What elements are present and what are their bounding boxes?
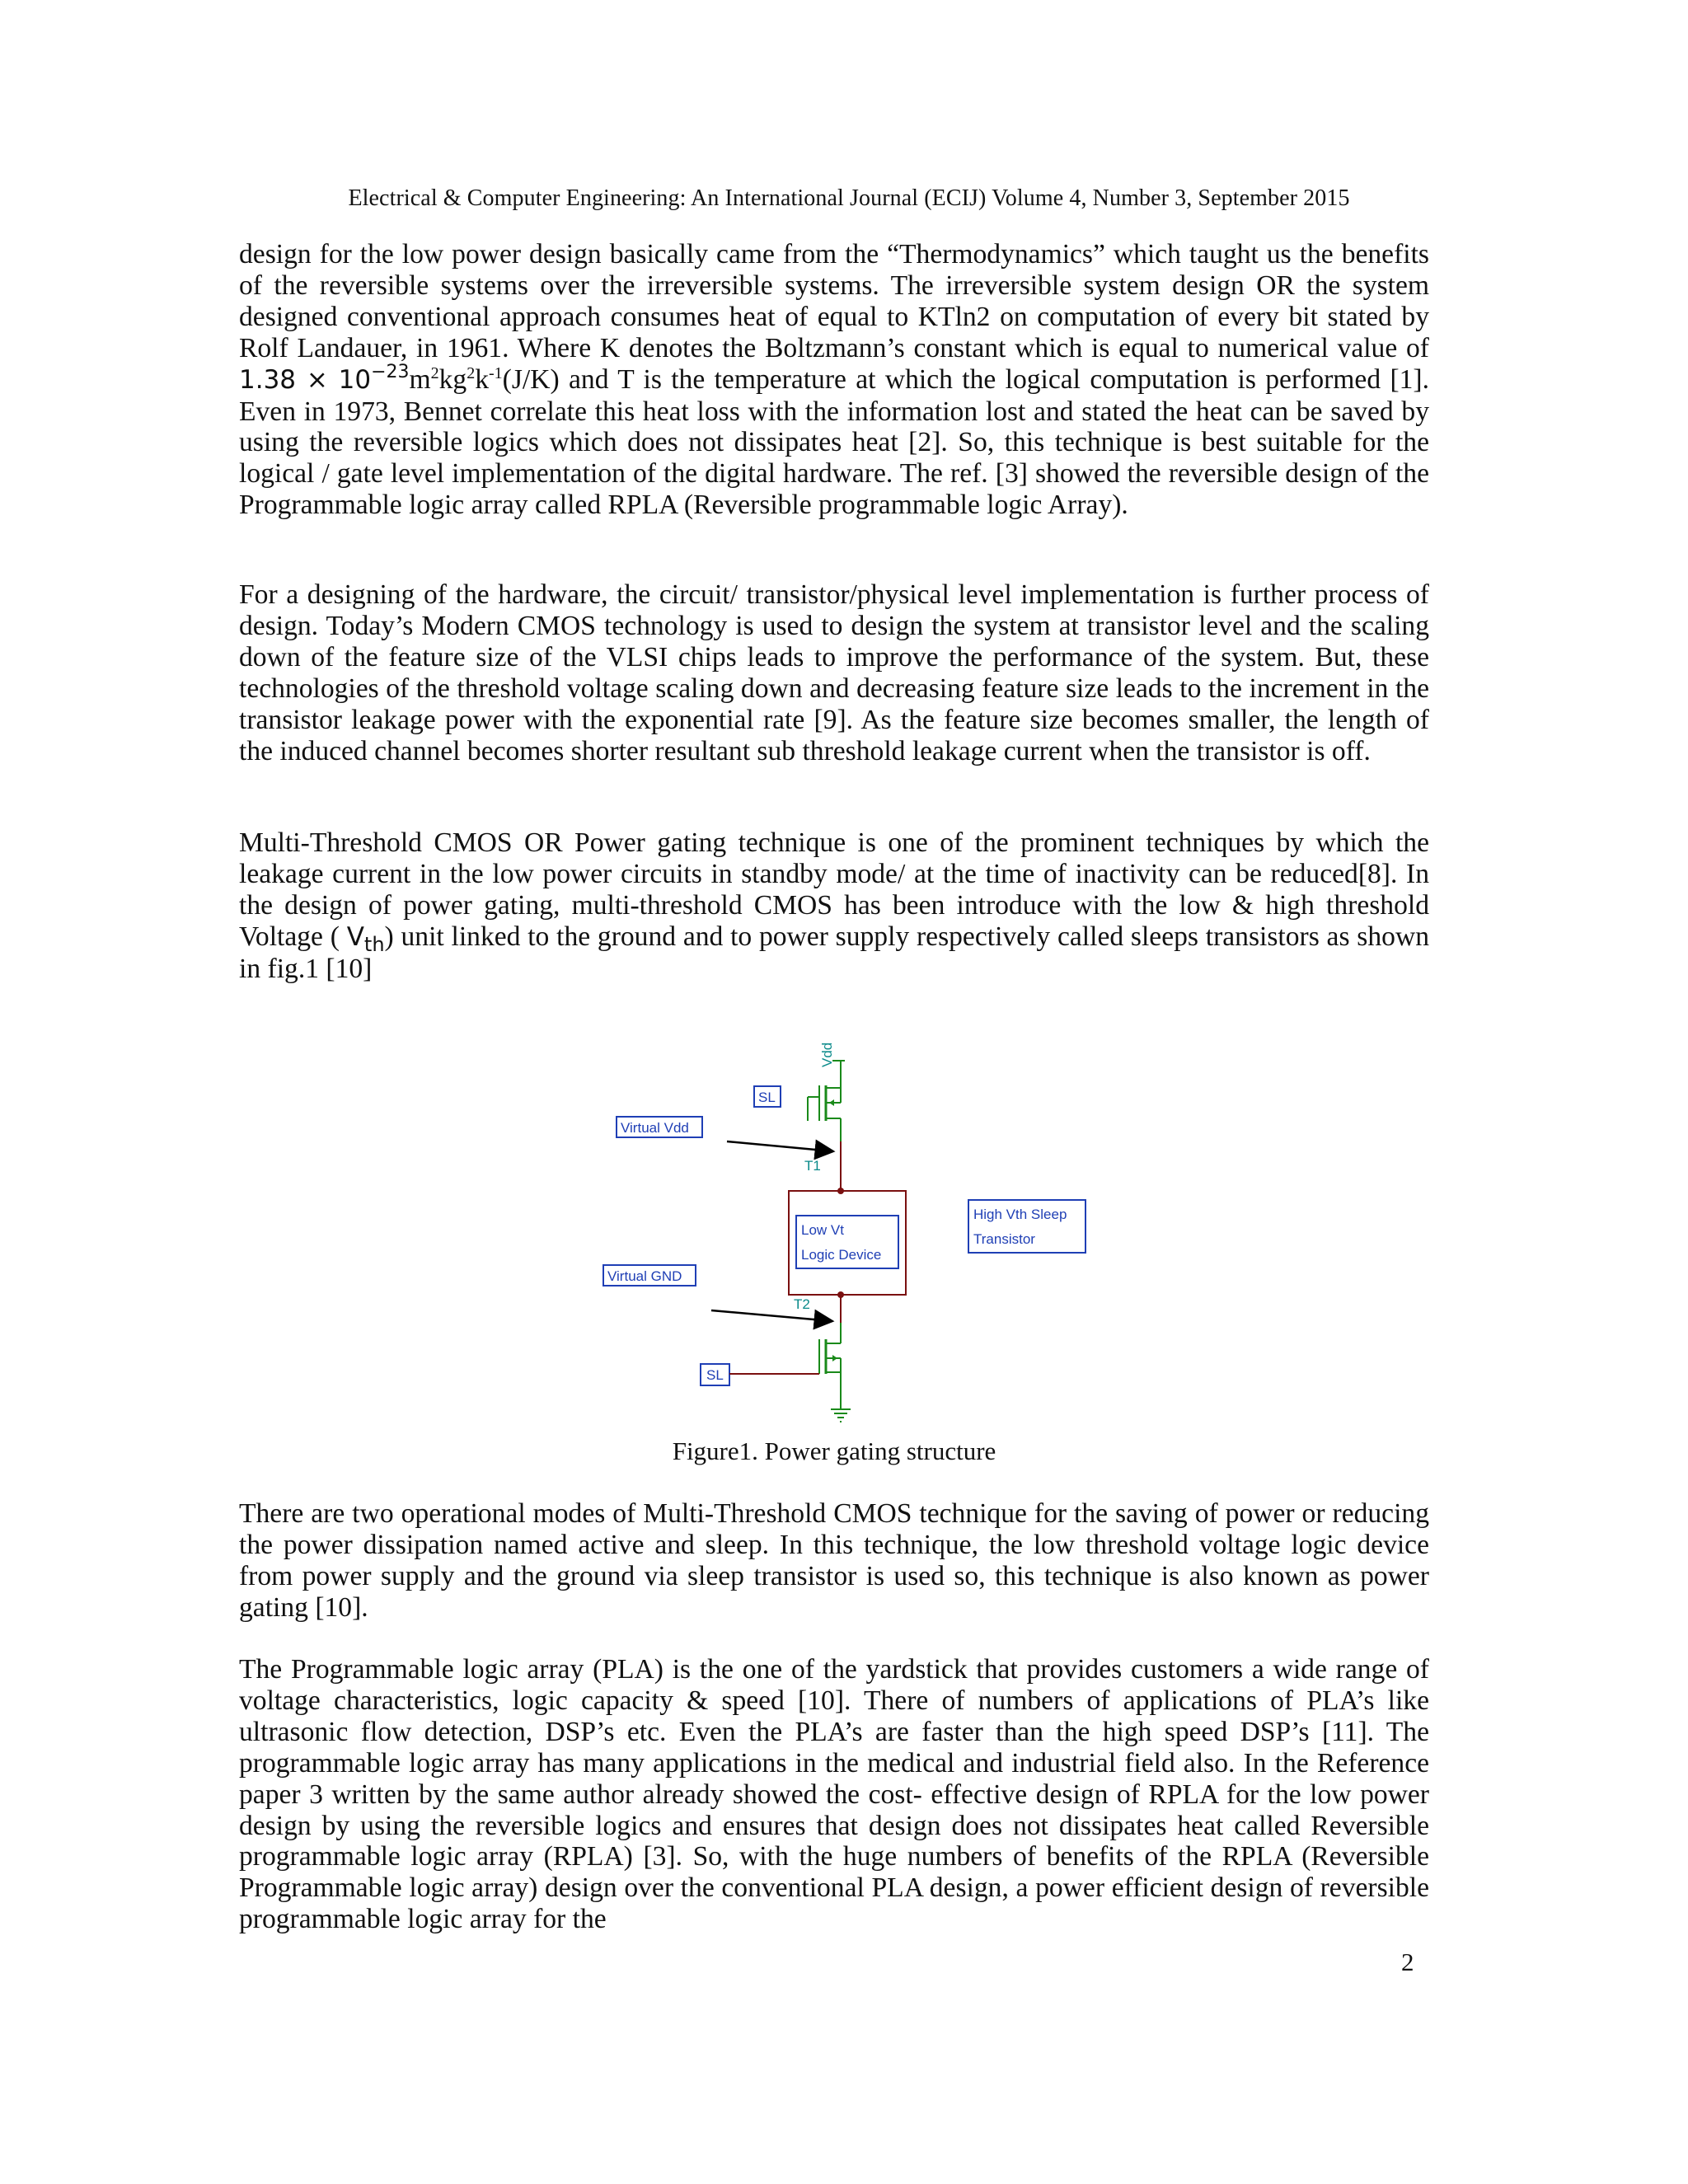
unit-kg: kg [438, 363, 467, 395]
virtual-gnd-arrow [711, 1310, 832, 1321]
paragraph-text-cont: (J/K) and T is the temperature at which the logical computation is performed [1]. Even in 1973, Bennet correlate this heat loss with the information lost and stated the heat can be saved by using the reversible logics which does not dissipates heat [2]. So, this technique is best suitable for the logical / gate level implementation of the digital hardware. The ref. [3] showed the reversible design of the Programmable logic array called RPLA (Reversible programmable logic Array). [239, 363, 1430, 521]
paragraph-pla: The Programmable logic array (PLA) is the one of the yardstick that provides customers a wide range of voltage characteristics, logic capacity & speed [10]. There of numbers of applications of PLA’s like ultrasonic flow detection, DSP’s etc. Even the PLA’s are faster than the high speed DSP’s [11]. The programmable logic array has many applications in the medical and industrial field also. In the Reference paper 3 written by the same author already showed the cost- effective design of RPLA for the low power design by using the reversible logics and ensures that design does not dissipates heat called Reversible programmable logic array (RPLA) [3]. So, with the huge numbers of benefits of the RPLA (Reversible Programmable logic array) design over the conventional PLA design, a power efficient design of reversible programmable logic array for the [239, 1654, 1429, 1935]
vdd-label: Vdd [819, 1042, 835, 1067]
page-number: 2 [1401, 1947, 1414, 1976]
paragraph-cmos-scaling: For a designing of the hardware, the circuit/ transistor/physical level implementation is further process of design. Today’s Modern CMOS technology is used to design the system at transistor level and the scaling down of the feature size of the VLSI chips leads to improve the performance of the system. But, these technologies of the threshold voltage scaling down and decreasing feature size leads to the increment in the transistor leakage power with the exponential rate [9]. As the feature size becomes smaller, the length of the induced channel becomes shorter resultant sub threshold leakage current when the transistor is off. [239, 579, 1429, 766]
t2-label: T2 [794, 1296, 810, 1312]
t1-label: T1 [804, 1158, 821, 1174]
logic-device-label-line2: Logic Device [801, 1247, 882, 1263]
figure-caption: Figure1. Power gating structure [672, 1436, 996, 1465]
virtual-gnd-label: Virtual GND [607, 1268, 682, 1284]
paragraph-operational-modes: There are two operational modes of Multi-Threshold CMOS technique for the saving of power or reducing the power dissipation named active and sleep. In this technique, the low threshold voltage logic device from power supply and the ground via sleep transistor is used so, this technique is also known as power gating [10]. [239, 1498, 1429, 1623]
boltzmann-constant-value: $1.38 \times 10^{-23}$ [239, 361, 410, 395]
paragraph-text-cont: ) unit linked to the ground and to power supply respectively called sleeps transistors as shown in fig.1 [10] [239, 921, 1429, 984]
running-head: Electrical & Computer Engineering: An International Journal (ECIJ) Volume 4, Number 3, September 2015 [348, 185, 1350, 211]
sleep-transistor-t2 [767, 1323, 841, 1409]
logic-device-box [789, 1191, 906, 1295]
sl-bottom-label: SL [706, 1367, 724, 1383]
unit-m: m [409, 363, 431, 395]
virtual-vdd-label: Virtual Vdd [621, 1120, 689, 1136]
paragraph-text: Multi-Threshold CMOS OR Power gating technique is one of the prominent techniques by which the leakage current in the low power circuits in standby mode/ at the time of inactivity can be reduced[8]. In the design of power gating, multi-threshold CMOS has been introduce with the low & high threshold Voltage ( [239, 827, 1429, 952]
unit-k: k [475, 363, 489, 395]
sl-top-label: SL [758, 1090, 776, 1105]
paragraph-power-gating [239, 827, 1429, 985]
high-vth-label-line1: High Vth Sleep [973, 1207, 1067, 1222]
sleep-transistor-t1 [808, 1085, 841, 1141]
unit-k-exponent: -1 [489, 363, 503, 382]
paragraph-thermodynamics [239, 239, 1429, 521]
unit-kg-exponent: 2 [467, 363, 476, 382]
power-gating-figure [593, 1026, 1104, 1426]
virtual-vdd-arrow [727, 1141, 833, 1151]
logic-device-label-line1: Low Vt [801, 1222, 844, 1238]
high-vth-label-line2: Transistor [973, 1231, 1035, 1247]
ground-symbol [831, 1409, 851, 1422]
vth-symbol: $V_{th}$ [346, 921, 385, 956]
unit-m-exponent: 2 [430, 363, 439, 382]
paragraph-text: design for the low power design basically came from the “Thermodynamics” which taught us the benefits of the reversible systems over the irreversible systems. The irreversible system design OR the system designed conventional approach consumes heat of equal to KTln2 on computation of every bit stated by Rolf Landauer, in 1961. Where K denotes the Boltzmann’s constant which is equal to numerical value of [239, 239, 1429, 363]
power-gating-schematic [593, 1026, 1104, 1426]
